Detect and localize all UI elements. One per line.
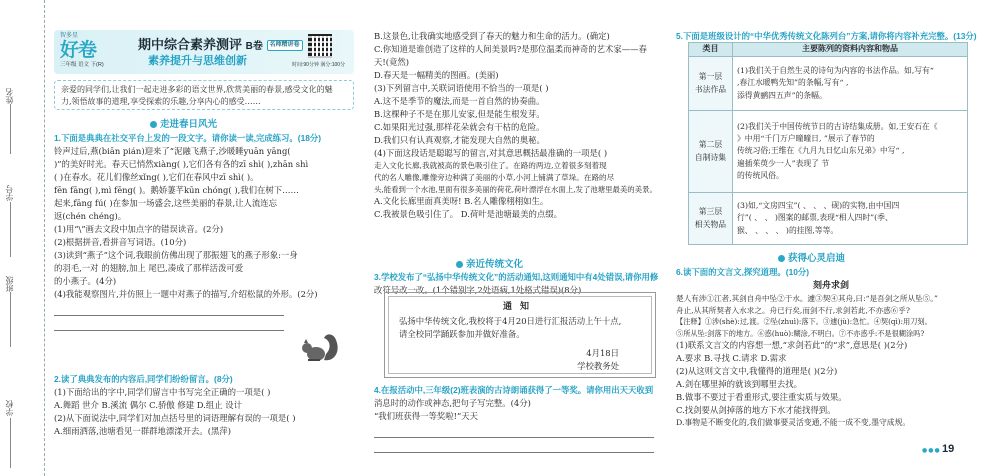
bullet-icon: [778, 255, 785, 262]
squirrel-icon: [294, 330, 342, 364]
answer-line[interactable]: [374, 441, 654, 453]
notice-date: 4月18日: [586, 347, 619, 358]
question-5: 5.下面是班级设计的“中华优秀传统文化陈列台”方案,请你将内容补充完整。(13分): [676, 31, 977, 41]
question-4: 4.在报活动中,三年级(2)班表演的古诗朗诵获得了一等奖。请你用出天天收到 消息时的动作或神态,把句子写完整。(4分) “我们班获得一等奖啦!”天天: [374, 384, 664, 453]
name-line: [10, 104, 11, 154]
section-heading-1: 走进春日风光: [150, 118, 217, 133]
section-heading-3: 获得心灵启迪: [778, 252, 845, 267]
table-header: 主要陈列的资料内容和物品: [733, 43, 968, 57]
question-6: 6.读下面的文言文,探究道理。(10分) 刻舟求剑 楚人有涉①江者,其剑自舟中坠②于水。遽③契④其舟,曰:“是吾剑之所从坠⑤。” 舟止,从其所契者入水求之。舟已行矣,而剑不行,求剑若此,不亦惑⑥乎? 【注释】①涉(shè):过,渡。②坠(zhuì):落下。③遽(jù):急忙。④契(qì):用刀刻。 ⑤所从坠:剑落下的地方。⑥惑(huò):糊涂,不明白。⑦不亦惑乎:不是很糊涂吗? (1)联系文言文的内容想一想,“求剑若此”的“求”,意思是( )(2分) A.要求 B.寻找 C.请求 D.需求 (2)从这则文言文中,我懂得的道理是( )(2分) A.剑在哪里掉的就该到哪里去找。 B.做事不要过于看重形式,要注重实质与效果。 C.找剑要从剑掉落的地方下水才能找得到。 D.事物是不断变化的,我们做事要灵活变通,不能一成不变,墨守成规。: [676, 266, 986, 429]
notice-title: 通知: [502, 302, 537, 312]
notice-sign: 学校教务处: [577, 360, 619, 371]
notice-body: 弘扬中华传统文化,我校将于4月20日进行汇报活动上午十点,: [399, 315, 622, 326]
answer-line[interactable]: [54, 319, 284, 331]
exam-title: 期中综合素养测评 B卷 名师精讲卷: [138, 35, 303, 55]
section-heading-2: 亲近传统文化: [456, 258, 523, 273]
exam-meta: 时间:90分钟 满分:100分: [292, 62, 346, 68]
title-tag: 名师精讲卷: [267, 40, 303, 51]
notice-box: [384, 292, 656, 378]
school-line: [10, 418, 11, 468]
exam-header: [54, 30, 354, 74]
exam-subtitle: 素养提升与思维创新: [148, 55, 247, 67]
class-label: 班级: [5, 276, 14, 292]
binding-margin: [0, 0, 50, 476]
middle-column: [370, 0, 662, 476]
poem-title: 刻舟求剑: [812, 280, 849, 291]
bullet-icon: [456, 261, 463, 268]
brand-logo: 智多星 好卷 三年级 语文 下(R): [60, 33, 104, 69]
notice-body: 请全校同学踊跃参加并做好准备。: [399, 328, 525, 339]
number-label: 学号: [5, 185, 14, 201]
bullet-icon: [150, 121, 157, 128]
page-dots: ●●●: [922, 447, 941, 454]
table-header: 类目: [689, 43, 733, 57]
school-label: 学校: [5, 400, 14, 416]
class-line: [10, 292, 11, 347]
table-row: 第一层 书法作品 (1)我们关于自然生灵的诗句为内容的书法作品。如,写有“ ,春江水暖鸭先知”的条幅,写有“ , 添得黄鹂四五声”的条幅。: [689, 57, 968, 111]
answer-line[interactable]: [374, 426, 654, 438]
question-2-continued: B.这景色,让我确实地感受到了春天的魅力和生命的活力。(确定) C.你知道是谁创造了这样的人间美景吗?是那位温柔而神奇的艺术家——春 天!(竟然) D.春天是一幅精美的图画。(美丽) (3)下列留言中,关联词语使用不恰当的一项是( ) A.这不是季节的魔法,而是一首自然的协奏曲。 B.这棵种子不是在那儿安家,但是能生根发芽。 C.如果阳光过强,那样花朵就会有干枯的危险。 D.我们只有认真观察,才能发现大自然的奥秘。 (4)下面这段话是聪聪写的留言,对其意思概括最准确的一项是( ) 走入文化长廊,我就被高的景色吸引住了。在路的两边,立着很多刻着现 代的名人雕像,雕像旁边种满了美丽的小草,小河上铺满了草垛。在路的尽 头,能看到一个水池,里面有很多美丽的荷花,荷叶漂浮在水面上,发了池塘里最美的美景。 A.文化长廊里面真美呀! B.名人雕像栩栩如生。 C.我被景色吸引住了。 D.荷叶是池塘最美的点缀。: [374, 31, 657, 220]
question-2: 2.读了典典发布的内容后,同学们纷纷留言。(8分) (1)下面给出的字中,同学们留言中书写完全正确的一项是( ) A.舞蹈 世介 B.溪流 偶尔 C.骄傲 修建 D.组止 设计 (2)从下面说法中,同学们对加点括号里的词语理解有误的一项是( ) A.细雨洒落,池塘看见一群群地漂漾开去。(黑萍): [54, 374, 296, 437]
name-label: 姓名: [5, 88, 14, 104]
page-number: 19: [942, 443, 955, 455]
exhibit-table: [688, 42, 968, 245]
question-3: 3.学校发布了“弘扬中华传统文化”的活动通知,这则通知中有4处错误,请你用修 改符号改一改。(1个错别字,2处语病,1处格式错误)(8分): [374, 272, 659, 296]
cut-line: [44, 0, 45, 476]
left-column: [54, 0, 354, 476]
number-line: [10, 202, 11, 257]
table-row: 第三层 相关物品 (3)如,“文房四宝”( 、 、 、砚)的实物,由中国四 行”( 、 、 )图案的邮票,表现“相人四时”(季、 猴、 、 、 、 )的挂图,等等。: [689, 193, 968, 245]
right-column: [676, 0, 986, 476]
question-1: 1.下面是典典在社交平台上发的一段文字。请你读一读,完成练习。(18分) 铃声过后,燕(biān pián)迎来了“泥融飞燕子,沙暖睡yuān yāng( )”的美好时光。春天已悄然xiàng( ),它们各有各的zī shì( ),zhān shì ( )在春水。花儿们像丝xǐng( ),它们在春风中zī shì( )。 fēn fāng( ),mì fēng( )。鹅娇萋芊kūn chóng( ),我们在树下…… 起来,fāng fú( )在参加一场盛会,这些美丽的春景,让人流连忘 返(chén chéng)。 (1)用“\”画去文段中加点字的错误读音。(2分) (2)根据拼音,看拼音写词语。(10分) (3)读到“燕子”这个词,我眼前仿佛出现了那振翅飞的燕子形象:一身 的羽毛,一对 的翅膀,加上 尾巴,凑成了那样活泼可爱 的小燕子。(4分) (4)我能观察图片,并仿照上一题中对燕子的描写,介绍松鼠的外形。(2分): [54, 132, 354, 331]
intro-box: 亲爱的同学们,让我们一起走进多彩的语文世界,欣赏美丽的春景,感受文化的魅 力,领悟故事的道理,享受探索的乐趣,分享内心的感受……: [54, 80, 354, 110]
answer-line[interactable]: [54, 304, 284, 316]
table-row: 第二层 自制诗集 (2)我们关于中国传统节日的古诗结集成册。如,王安石在《 》中用“千门万户曈曈日, ”展示了春节的 传统习俗;王维在《九月九日忆山东兄弟》中写“ , 遍插茱萸少一人”表现了 节 的传统风俗。: [689, 111, 968, 193]
